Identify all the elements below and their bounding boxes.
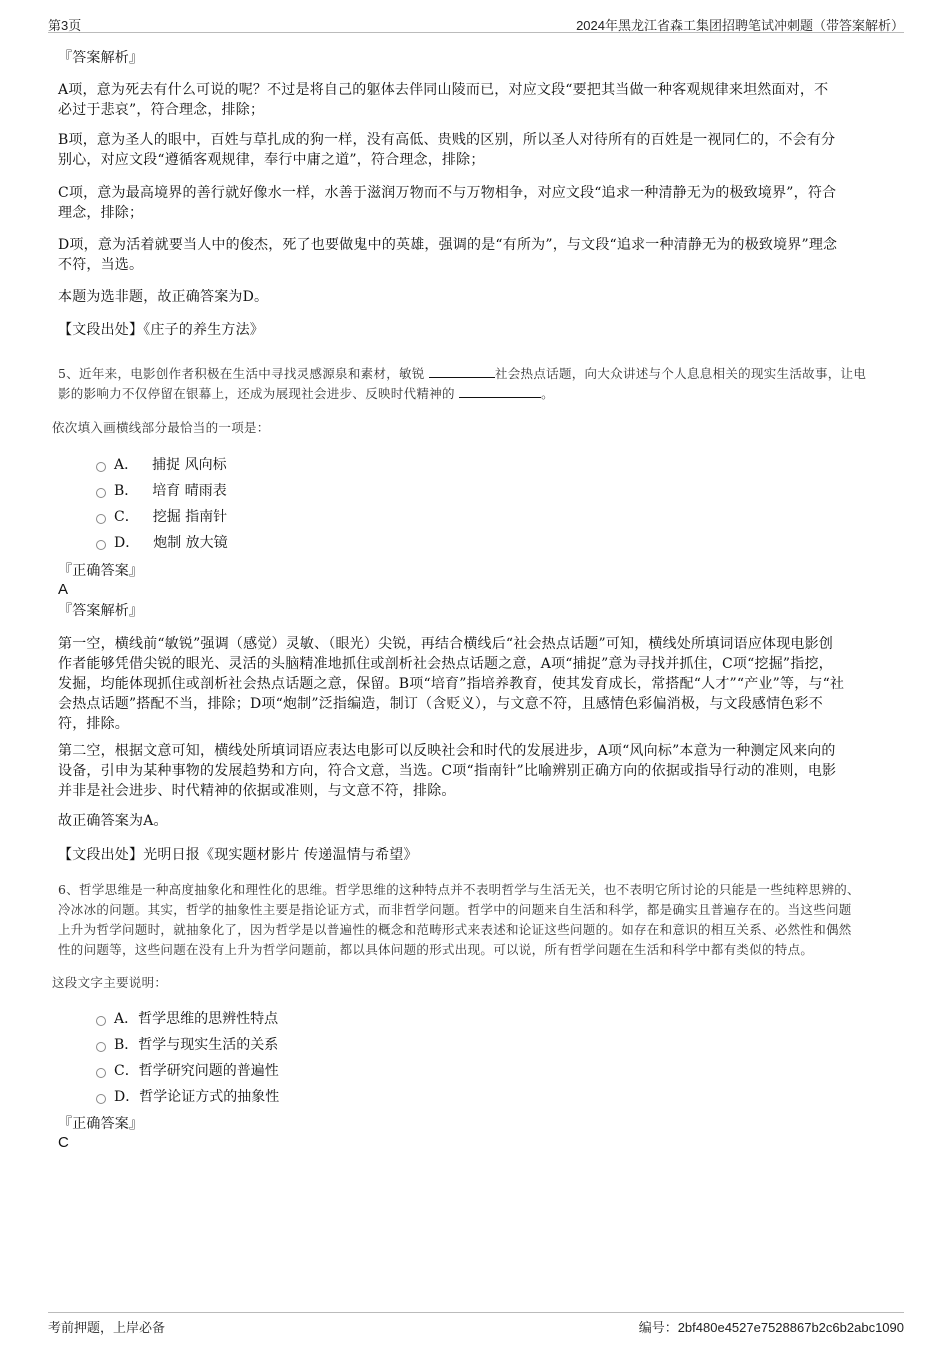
analysis-option-d: D项，意为活着就要当人中的俊杰，死了也要做鬼中的英雄，强调的是“有所为”，与文段“追求一种清静无为的极致境界”理念 不符，当选。 — [58, 237, 838, 273]
radio-icon[interactable] — [96, 1042, 106, 1052]
q6-prompt: 这段文字主要说明： — [52, 975, 168, 990]
q5-analysis-label: 『答案解析』 — [58, 603, 144, 619]
page-number: 第3页 — [48, 18, 82, 33]
q5-option-c[interactable]: C． 挖掘 指南针 — [96, 507, 227, 527]
blank-2 — [459, 385, 541, 398]
q6-answer: C — [58, 1134, 70, 1151]
q6-option-d[interactable]: D． 哲学论证方式的抽象性 — [96, 1087, 279, 1107]
q6-stem: 6、哲学思维是一种高度抽象化和理性化的思维。哲学思维的这种特点并不表明哲学与生活无关，也不表明它所讨论的只能是一些纯粹思辨的、 冷冰冰的问题。其实，哲学的抽象性主要是指论证方式，而非哲学问题。哲学中的问题来自生活和科学，都是确实且普遍存在的。当这些问题 上升为哲学问题时，就抽象化了，因为哲学是以普遍性的概念和范畴形式来表述和论证这些问题的。如存在和意识的相互关系、必然性和偶然 性的问题等，这些问题在没有上升为哲学问题前，都以具体问题的形式出现。可以说，所有哲学问题在生活和科学中都有类似的特点。 — [58, 882, 860, 957]
q5-source: 【文段出处】光明日报《现实题材影片 传递温情与希望》 — [58, 847, 418, 863]
radio-icon[interactable] — [96, 514, 106, 524]
q5-option-b[interactable]: B． 培育 晴雨表 — [96, 481, 227, 501]
radio-icon[interactable] — [96, 540, 106, 550]
analysis-label: 『答案解析』 — [58, 50, 144, 66]
radio-icon[interactable] — [96, 462, 106, 472]
q4-source: 【文段出处】《庄子的养生方法》 — [58, 322, 264, 338]
q6-option-b[interactable]: B． 哲学与现实生活的关系 — [96, 1035, 278, 1055]
page-footer — [48, 1312, 904, 1335]
analysis-option-c: C项，意为最高境界的善行就好像水一样，水善于滋润万物而不与万物相争，对应文段“追求一种清静无为的极致境界”，符合 理念，排除； — [58, 185, 837, 221]
document-title: 2024年黑龙江省森工集团招聘笔试冲刺题（带答案解析） — [576, 18, 904, 33]
analysis-option-b: B项，意为圣人的眼中，百姓与草扎成的狗一样，没有高低、贵贱的区别，所以圣人对待所有的百姓是一视同仁的，不会有分 别心，对应文段“遵循客观规律，奉行中庸之道”，符合理念，排除； — [58, 132, 836, 168]
page-header — [48, 12, 904, 33]
radio-icon[interactable] — [96, 1094, 106, 1104]
analysis-option-a: A项，意为死去有什么可说的呢？不过是将自己的躯体去伴同山陵而已，对应文段“要把其当做一种客观规律来坦然面对，不 必过于悲哀”，符合理念，排除； — [58, 82, 829, 118]
q5-analysis-para-2: 第二空，根据文意可知，横线处所填词语应表达电影可以反映社会和时代的发展进步，A项“风向标”本意为一种测定风来向的 设备，引申为某种事物的发展趋势和方向，符合文意，当选。C项“指南针”比喻辨别正确方向的依据或指导行动的准则，电影 并非是社会进步、时代精神的依据或准则，与文意不符，排除。 — [58, 743, 837, 799]
radio-icon[interactable] — [96, 1068, 106, 1078]
blank-1 — [429, 365, 495, 378]
q5-stem: 5、近年来，电影创作者积极在生活中寻找灵感源泉和素材，敏锐 社会热点话题，向大众讲述与个人息息相关的现实生活故事，让电 影的影响力不仅停留在银幕上，还成为展现社会进步、反映时代精神的 。 — [58, 366, 867, 401]
q5-answer: A — [58, 581, 69, 598]
q5-option-d[interactable]: D． 炮制 放大镜 — [96, 533, 228, 553]
q5-analysis-para-1: 第一空，横线前“敏锐”强调（感觉）灵敏、（眼光）尖锐，再结合横线后“社会热点话题”可知，横线处所填词语应体现电影创 作者能够凭借尖锐的眼光、灵活的头脑精准地抓住或剖析社会热点话题之意，A项“捕捉”意为寻找并抓住，C项“挖掘”指挖， 发掘，均能体现抓住或剖析社会热点话题之意，保留。B项“培育”指培养教育，使其发育成长，常搭配“人才”“产业”等，与“社 会热点话题”搭配不当，排除；D项“炮制”泛指编造，制订（含贬义），与文意不符，且感情色彩偏消极，与文段感情色彩不 符，排除。 — [58, 636, 845, 732]
q6-option-a[interactable]: A． 哲学思维的思辨性特点 — [96, 1009, 278, 1029]
q4-conclusion: 本题为选非题，故正确答案为D。 — [58, 289, 269, 305]
q5-conclusion: 故正确答案为A。 — [58, 813, 168, 829]
q5-prompt: 依次填入画横线部分最恰当的一项是： — [52, 420, 270, 435]
q5-answer-label: 『正确答案』 — [58, 563, 144, 579]
footer-serial: 编号：2bf480e4527e7528867b2c6b2abc1090 — [638, 1320, 904, 1335]
footer-slogan: 考前押题，上岸必备 — [48, 1320, 166, 1335]
q6-option-c[interactable]: C． 哲学研究问题的普遍性 — [96, 1061, 279, 1081]
q6-answer-label: 『正确答案』 — [58, 1116, 144, 1132]
q5-option-a[interactable]: A． 捕捉 风向标 — [96, 455, 227, 475]
radio-icon[interactable] — [96, 1016, 106, 1026]
radio-icon[interactable] — [96, 488, 106, 498]
